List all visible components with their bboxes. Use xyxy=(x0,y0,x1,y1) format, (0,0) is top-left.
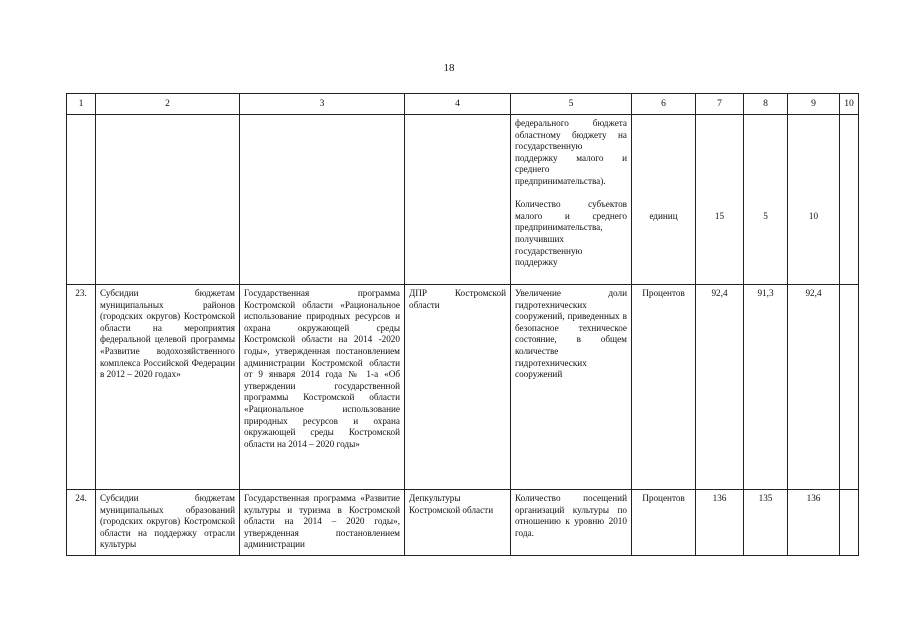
header-row xyxy=(67,94,859,115)
responsible-body: Депкультуры Костромской области xyxy=(405,490,511,556)
value xyxy=(840,115,859,285)
column-header: 2 xyxy=(96,94,240,115)
program-name: Государственная программа «Развитие культуры и туризма в Костромской области на 2014 – 2020 годы», утвержденная постановлением администрации xyxy=(240,490,405,556)
indicator-text: федерального бюджета областному бюджету на государственную поддержку малого и среднего предпринимательства). xyxy=(515,118,627,186)
value: 15 xyxy=(714,210,725,221)
indicator-text: Количество посещений организаций культуры по отношению к уровню 2010 года. xyxy=(511,490,632,556)
subsidy-name: Субсидии бюджетам муниципальных районов (городских округов) Костромской области на мероприятия федеральной целевой программы «Развитие водохозяйственного комплекса Российской Федерации в 2012 – 2020 годах» xyxy=(96,285,240,490)
unit: Процентов xyxy=(632,490,696,556)
value-cell xyxy=(696,115,744,285)
responsible-body xyxy=(405,115,511,285)
column-header: 9 xyxy=(788,94,840,115)
value: 92,4 xyxy=(696,285,744,490)
program-name xyxy=(240,115,405,285)
unit: Процентов xyxy=(632,285,696,490)
indicator-text: Увеличение доли гидротехнических сооружений, приведенных в безопасное техническое состояние, в общем количестве гидротехнических сооружений xyxy=(511,285,632,490)
column-header: 8 xyxy=(744,94,788,115)
value: 5 xyxy=(763,210,768,221)
value: 136 xyxy=(696,490,744,556)
responsible-body: ДПР Костромской области xyxy=(405,285,511,490)
program-table xyxy=(66,93,859,556)
table-row xyxy=(67,115,859,285)
program-name: Государственная программа Костромской области «Рациональное использование природных ресурсов и охрана окружающей среды Костромской области на 2014 -2020 годы», утвержденная постановлением администрации Костромской области от 9 января 2014 года № 1-а «Об утверждении государственной программы Костромской области «Рациональное использование природных ресурсов и охрана окружающей среды Костромской области на 2014 – 2020 годы» xyxy=(240,285,405,490)
page-number: 18 xyxy=(443,62,455,74)
value-cell xyxy=(788,115,840,285)
column-header: 7 xyxy=(696,94,744,115)
unit: единиц xyxy=(649,210,678,221)
indicator-text: Количество субъектов малого и среднего предпринимательства, получивших государственную поддержку xyxy=(515,199,627,268)
column-header: 6 xyxy=(632,94,696,115)
indicator-cell xyxy=(511,115,632,285)
column-header: 4 xyxy=(405,94,511,115)
row-number xyxy=(67,115,96,285)
table-row xyxy=(67,285,859,490)
table-row xyxy=(67,490,859,556)
row-number: 24. xyxy=(67,490,96,556)
column-header: 1 xyxy=(67,94,96,115)
value: 135 xyxy=(744,490,788,556)
subsidy-name xyxy=(96,115,240,285)
column-header: 10 xyxy=(840,94,859,115)
value: 92,4 xyxy=(788,285,840,490)
subsidy-name: Субсидии бюджетам муниципальных образований (городских округов) Костромской области на поддержку отрасли культуры xyxy=(96,490,240,556)
unit-cell xyxy=(632,115,696,285)
value: 136 xyxy=(788,490,840,556)
column-header: 5 xyxy=(511,94,632,115)
row-number: 23. xyxy=(67,285,96,490)
value: 91,3 xyxy=(744,285,788,490)
value xyxy=(840,285,859,490)
column-header: 3 xyxy=(240,94,405,115)
value: 10 xyxy=(808,210,819,221)
value-cell xyxy=(744,115,788,285)
value xyxy=(840,490,859,556)
